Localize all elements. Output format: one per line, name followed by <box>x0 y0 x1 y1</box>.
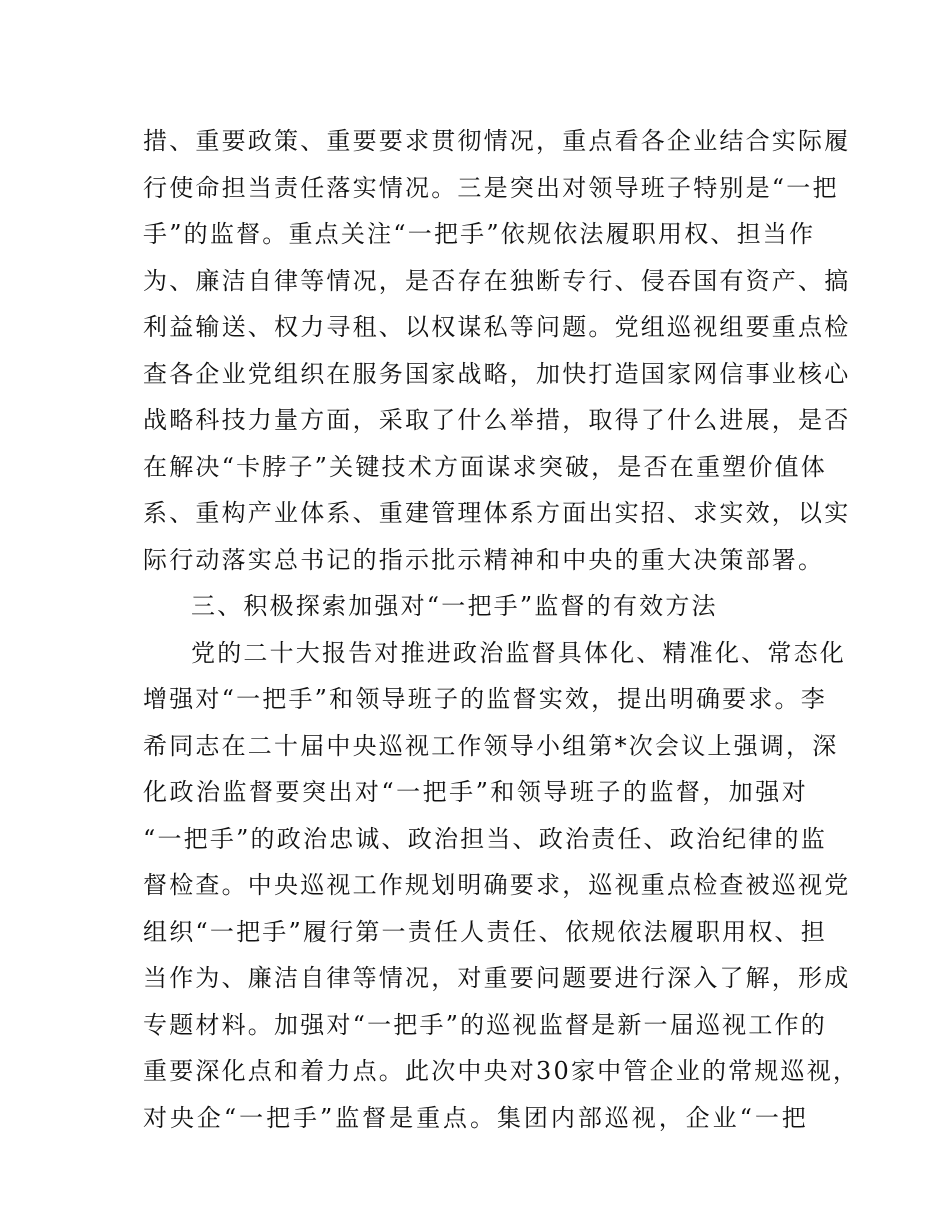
paragraph-2-line: 增强对“一把手”和领导班子的监督实效，提出明确要求。李 <box>143 685 827 713</box>
paragraph-2-line: 重要深化点和着力点。此次中央对30家中管企业的常规巡视， <box>143 1057 860 1085</box>
paragraph-1-line: 系、重构产业体系、重建管理体系方面出实招、求实效，以实 <box>143 499 851 527</box>
paragraph-2-line: “一把手”的政治忠诚、政治担当、政治责任、政治纪律的监 <box>143 824 827 853</box>
paragraph-1 <box>143 118 851 583</box>
paragraph-1-line: 战略科技力量方面，采取了什么举措，取得了什么进展，是否 <box>143 406 851 434</box>
paragraph-2-line: 组织“一把手”履行第一责任人责任、依规依法履职用权、担 <box>143 917 827 946</box>
paragraph-1-line: 为、廉洁自律等情况，是否存在独断专行、侵吞国有资产、搞 <box>143 266 851 295</box>
paragraph-2 <box>143 630 860 1142</box>
paragraph-2-line: 专题材料。加强对“一把手”的巡视监督是新一届巡视工作的 <box>143 1010 827 1039</box>
paragraph-2-line: 督检查。中央巡视工作规划明确要求，巡视重点检查被巡视党 <box>143 871 851 899</box>
paragraph-1-line: 措、重要政策、重要要求贯彻情况，重点看各企业结合实际履 <box>143 127 851 155</box>
paragraph-1-line: 利益输送、权力寻租、以权谋私等问题。党组巡视组要重点检 <box>143 313 851 341</box>
section-heading: 三、积极探索加强对“一把手”监督的有效方法 <box>191 592 718 620</box>
paragraph-2-line: 当作为、廉洁自律等情况，对重要问题要进行深入了解，形成 <box>143 964 851 992</box>
paragraph-1-line: 际行动落实总书记的指示批示精神和中央的重大决策部署。 <box>143 545 825 574</box>
paragraph-2-line: 对央企“一把手”监督是重点。集团内部巡视，企业“一把 <box>143 1103 808 1132</box>
paragraph-1-line: 查各企业党组织在服务国家战略，加快打造国家网信事业核心 <box>143 359 851 388</box>
paragraph-1-line: 手”的监督。重点关注“一把手”依规依法履职用权、担当作 <box>143 220 816 248</box>
paragraph-1-line: 行使命担当责任落实情况。三是突出对领导班子特别是“一把 <box>143 173 839 202</box>
paragraph-2-line: 化政治监督要突出对“一把手”和领导班子的监督，加强对 <box>143 778 808 806</box>
document-page <box>143 118 860 1141</box>
paragraph-1-line: 在解决“卡脖子”关键技术方面谋求突破，是否在重塑价值体 <box>143 452 827 481</box>
paragraph-2-line: 希同志在二十届中央巡视工作领导小组第*次会议上强调，深 <box>143 731 839 760</box>
paragraph-2-line: 党的二十大报告对推进政治监督具体化、精准化、常态化 <box>191 638 846 667</box>
